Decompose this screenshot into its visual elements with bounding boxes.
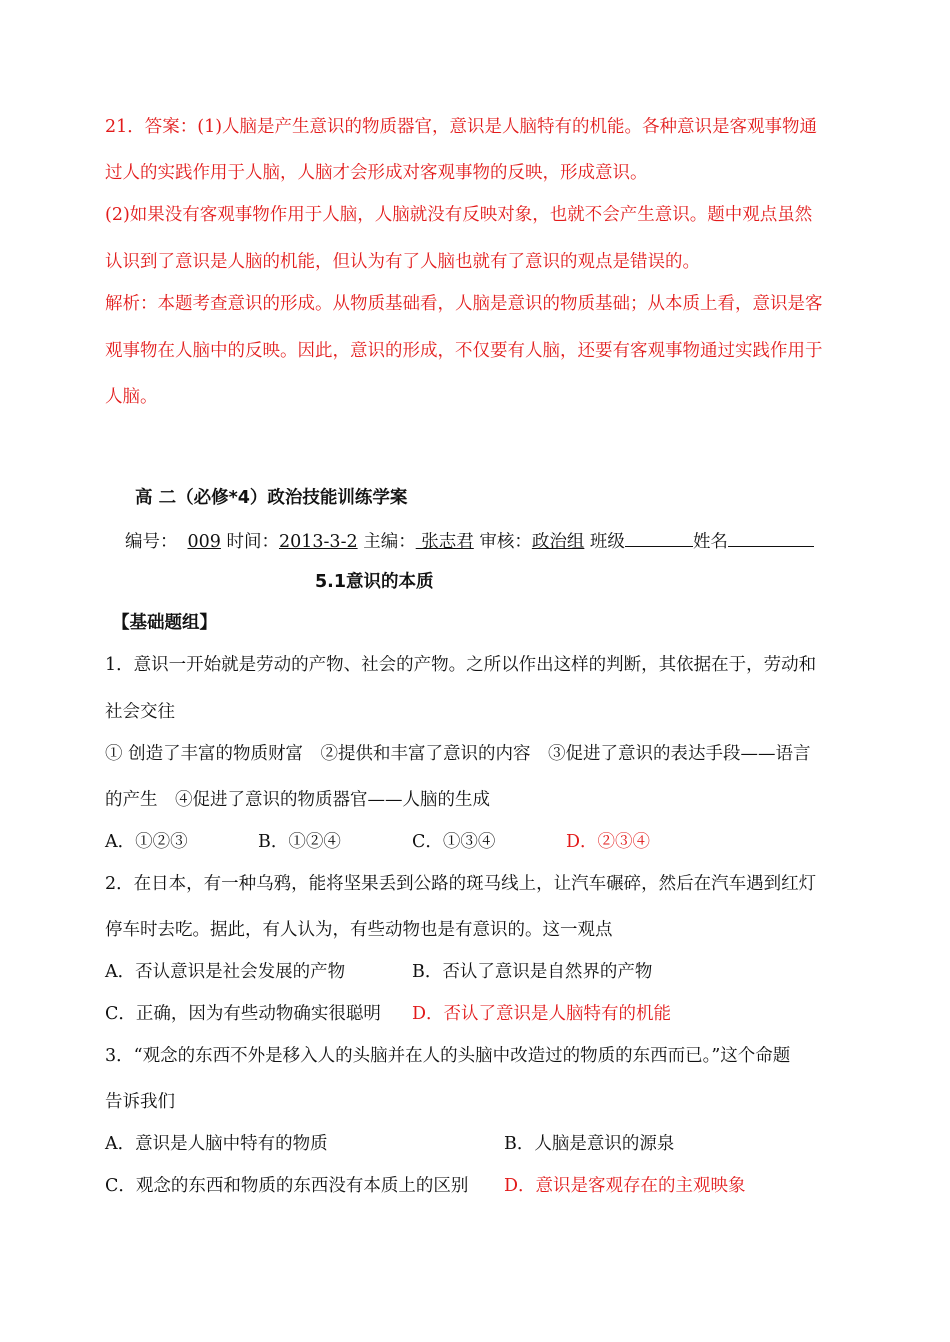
analysis-line-2: 观事物在人脑中的反映。因此，意识的形成，不仅要有人脑，还要有客观事物通过实践作用于	[105, 341, 823, 361]
q2-option-d: D．否认了意识是人脑特有的机能	[412, 1004, 672, 1024]
time-label: 时间：	[220, 532, 279, 552]
answer-line-3: (2)如果没有客观事物作用于人脑，人脑就没有反映对象，也就不会产生意识。题中观点虽然	[105, 205, 813, 225]
answer-line-4: 认识到了意识是人脑的机能，但认为有了人脑也就有了意识的观点是错误的。	[105, 252, 700, 272]
q2-option-a: A．否认意识是社会发展的产物	[105, 962, 346, 982]
analysis-line-3: 人脑。	[105, 387, 158, 407]
review-value: 政治组	[531, 532, 585, 552]
q1-line-3: ① 创造了丰富的物质财富 ②提供和丰富了意识的内容 ③促进了意识的表达手段——语言	[105, 744, 811, 764]
q2-line-2: 停车时去吃。据此，有人认为，有些动物也是有意识的。这一观点	[105, 920, 613, 940]
q1-option-d: D．②③④	[566, 832, 651, 852]
analysis-line-1: 解析：本题考查意识的形成。从物质基础看，人脑是意识的物质基础；从本质上看，意识是客	[105, 294, 823, 314]
q2-line-1: 2．在日本，有一种乌鸦，能将坚果丢到公路的斑马线上，让汽车碾碎，然后在汽车遇到红灯	[105, 874, 817, 894]
q3-option-d: D．意识是客观存在的主观映象	[504, 1176, 746, 1196]
q3-option-b: B．人脑是意识的源泉	[504, 1134, 675, 1154]
name-label: 姓名	[692, 532, 728, 552]
editor-label: 主编：	[357, 532, 416, 552]
worksheet-title: 高 二（必修*4）政治技能训练学案	[135, 488, 408, 508]
q2-option-c: C．正确，因为有些动物确实很聪明	[105, 1004, 381, 1024]
answer-line-1: 21．答案：(1)人脑是产生意识的物质器官，意识是人脑特有的机能。各种意识是客观事物通	[105, 117, 818, 137]
q2-option-b: B．否认了意识是自然界的产物	[412, 962, 653, 982]
worksheet-meta	[125, 528, 814, 554]
time-value: 2013-3-2	[278, 532, 358, 552]
q1-option-a: A．①②③	[105, 832, 188, 852]
q1-option-b: B．①②④	[258, 832, 341, 852]
q1-line-4: 的产生 ④促进了意识的物质器官——人脑的生成	[105, 790, 490, 810]
review-label: 审核：	[473, 532, 532, 552]
number-value: 009	[187, 532, 221, 552]
q1-option-c: C．①③④	[412, 832, 496, 852]
section-subtitle: 5.1意识的本质	[315, 572, 434, 592]
q3-line-1: 3．“观念的东西不外是移入人的头脑并在人的头脑中改造过的物质的东西而已。”这个命题	[105, 1046, 791, 1066]
class-blank[interactable]	[625, 528, 693, 547]
editor-value: 张志君	[415, 532, 474, 552]
q1-line-2: 社会交往	[105, 702, 175, 722]
q3-line-2: 告诉我们	[105, 1092, 175, 1112]
q1-line-1: 1．意识一开始就是劳动的产物、社会的产物。之所以作出这样的判断，其依据在于，劳动和	[105, 655, 817, 675]
answer-line-2: 过人的实践作用于人脑，人脑才会形成对客观事物的反映，形成意识。	[105, 163, 648, 183]
q3-option-a: A．意识是人脑中特有的物质	[105, 1134, 328, 1154]
class-label: 班级	[584, 532, 625, 552]
q3-option-c: C．观念的东西和物质的东西没有本质上的区别	[105, 1176, 469, 1196]
name-blank[interactable]	[728, 528, 814, 547]
section-heading: 【基础题组】	[112, 613, 217, 633]
number-label: 编号：	[125, 532, 178, 552]
